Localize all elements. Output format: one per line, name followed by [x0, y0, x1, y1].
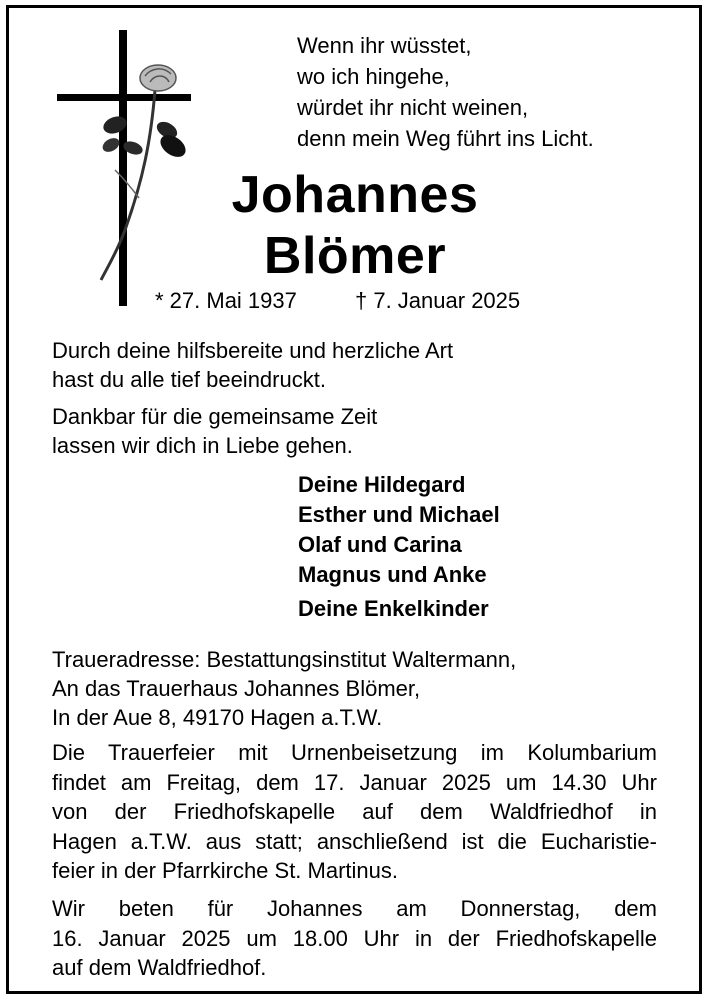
poem-line: wo ich hingehe,: [297, 64, 450, 89]
family-member: Esther und Michael: [298, 502, 500, 527]
service-line: feier in der Pfarrkirche St. Martinus.: [52, 858, 399, 883]
prayer-line: Wir beten für Johannes am Donnerstag, dem: [52, 896, 657, 921]
poem-line: würdet ihr nicht weinen,: [297, 95, 529, 120]
prayer-text: [52, 894, 657, 983]
tribute-line: Durch deine hilfsbereite und herzliche Art: [52, 338, 454, 363]
address-line: An das Trauerhaus Johannes Blömer,: [52, 676, 421, 701]
service-line: von der Friedhofskapelle auf dem Waldfriedhof in: [52, 799, 657, 824]
address-line: In der Aue 8, 49170 Hagen a.T.W.: [52, 705, 383, 730]
birth-date: * 27. Mai 1937: [155, 288, 297, 313]
death-date: † 7. Januar 2025: [355, 288, 521, 313]
tribute-text: [52, 336, 453, 394]
tribute-line: hast du alle tief beeindruckt.: [52, 367, 326, 392]
mourning-address: [52, 645, 516, 732]
address-line: Traueradresse: Bestattungsinstitut Waltermann,: [52, 647, 517, 672]
family-member: Olaf und Carina: [298, 532, 462, 557]
farewell-line: Dankbar für die gemeinsame Zeit: [52, 404, 378, 429]
cross-with-rose-icon: [55, 30, 195, 310]
poem-line: Wenn ihr wüsstet,: [297, 33, 472, 58]
service-line: findet am Freitag, dem 17. Januar 2025 um 14.30 Uhr: [52, 769, 657, 795]
deceased-last-name: Blömer: [263, 227, 447, 285]
grandchildren: Deine Enkelkinder: [298, 596, 489, 621]
service-line: Die Trauerfeier mit Urnenbeisetzung im Kolumbarium: [52, 740, 657, 765]
family-member: Magnus und Anke: [298, 562, 487, 587]
farewell-text: [52, 402, 377, 460]
funeral-service-text: [52, 738, 657, 886]
deceased-first-name: Johannes: [231, 166, 479, 224]
poem-line: denn mein Weg führt ins Licht.: [297, 126, 594, 151]
prayer-line: 16. Januar 2025 um 18.00 Uhr in der Friedhofskapelle: [52, 925, 657, 951]
family-list: [298, 470, 500, 590]
family-member: Deine Hildegard: [298, 472, 466, 497]
prayer-line: auf dem Waldfriedhof.: [52, 955, 267, 980]
farewell-line: lassen wir dich in Liebe gehen.: [52, 433, 353, 458]
poem: [297, 30, 594, 154]
service-line: Hagen a.T.W. aus statt; anschließend ist die Eucharistie-: [52, 828, 657, 854]
